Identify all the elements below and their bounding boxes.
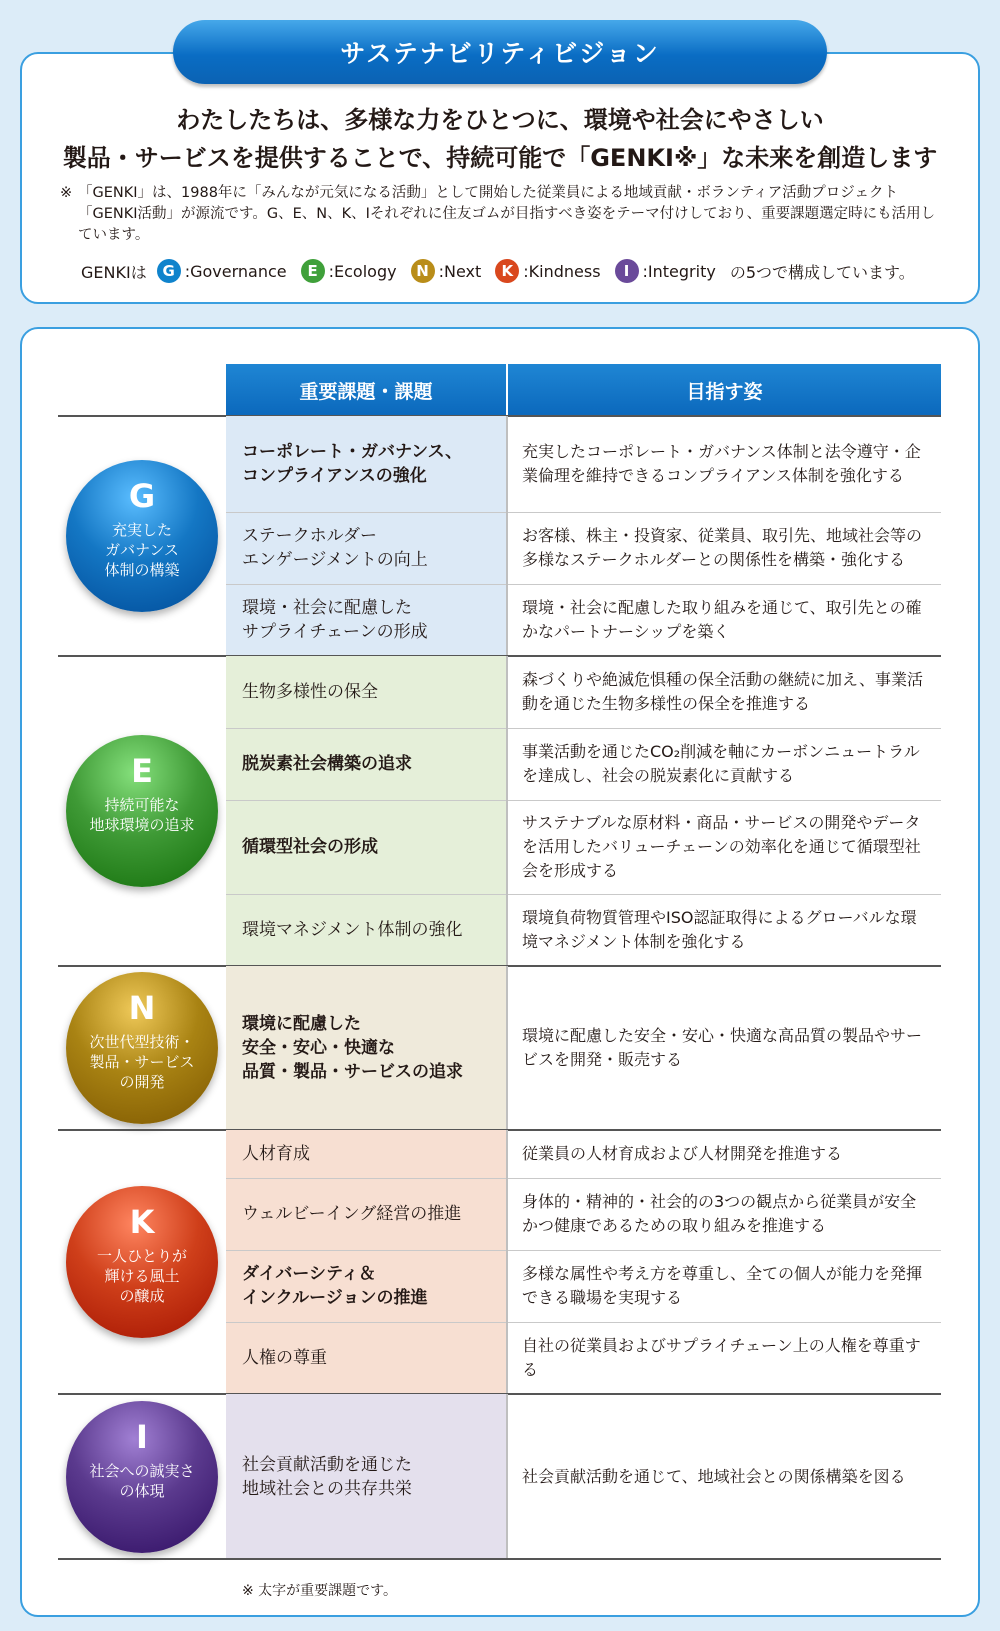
issue-text: ウェルビーイング経営の推進 <box>242 1204 462 1224</box>
orb-g <box>66 460 218 612</box>
genki-item-i <box>615 259 716 283</box>
orb-label: 持続可能な 地球環境の追求 <box>89 796 195 834</box>
goal-text: 社会貢献活動を通じて、地域社会との関係構築を図る <box>522 1466 906 1486</box>
issue-cell <box>226 584 506 656</box>
issue-cell <box>226 1178 506 1250</box>
column-divider <box>506 416 508 656</box>
vision-title: サステナビリティビジョン <box>173 20 827 84</box>
goal-text: お客様、株主・投資家、従業員、取引先、地域社会等の多様なステークホルダーとの関係性を構築・強化する <box>522 526 923 569</box>
genki-note-text: 「GENKI」は、1988年に「みんなが元気になる活動」として開始した従業員による地域貢献・ボランティア活動プロジェクト「GENKI活動」が源流です。G、E、N、K、Iそれぞれに住友ゴムが目指すべき姿をテーマ付けしており、重要課題選定時にも活用しています。 <box>78 185 936 243</box>
genki-badge-k: K <box>495 259 519 283</box>
goal-text: 事業活動を通じたCO₂削減を軸にカーボンニュートラルを達成し、社会の脱炭素化に貢献する <box>522 742 920 785</box>
genki-item-k <box>495 259 600 283</box>
goal-text: 環境に配慮した安全・安心・快適な高品質の製品やサービスを開発・販売する <box>522 1026 923 1069</box>
goal-cell <box>508 1130 941 1178</box>
column-divider <box>506 1130 508 1394</box>
orb-k <box>66 1186 218 1338</box>
orb-letter: N <box>128 989 156 1027</box>
header-goal: 目指す姿 <box>508 364 941 416</box>
issue-cell <box>226 894 506 966</box>
orb-label: 社会への誠実さ の体現 <box>89 1462 195 1500</box>
goal-cell <box>508 1178 941 1250</box>
genki-suffix: の5つで構成しています。 <box>729 262 915 282</box>
column-divider <box>506 1394 508 1559</box>
goal-cell <box>508 894 941 966</box>
issue-text: コーポレート・ガバナンス、 コンプライアンスの強化 <box>242 442 463 486</box>
orb-n <box>66 972 218 1124</box>
orb-letter: G <box>128 477 156 515</box>
issue-text: ステークホルダー エンゲージメントの向上 <box>242 526 428 570</box>
issue-cell <box>226 1130 506 1178</box>
genki-item-label: :Kindness <box>523 261 601 281</box>
row-divider <box>226 800 941 801</box>
goal-text: 森づくりや絶滅危惧種の保全活動の継続に加え、事業活動を通じた生物多様性の保全を推進する <box>522 670 923 713</box>
row-divider <box>226 1250 941 1251</box>
issue-cell <box>226 1250 506 1322</box>
column-divider <box>506 656 508 966</box>
column-divider <box>506 966 508 1130</box>
goal-cell <box>508 1322 941 1394</box>
goal-cell <box>508 584 941 656</box>
goal-cell <box>508 416 941 512</box>
genki-badge-n: N <box>411 259 435 283</box>
genki-item-n <box>411 259 482 283</box>
issue-cell <box>226 416 506 512</box>
genki-item-label: :Next <box>438 261 482 281</box>
genki-badge-g: G <box>157 259 181 283</box>
genki-prefix: GENKIは <box>81 262 147 282</box>
orb-e <box>66 735 218 887</box>
genki-item-e <box>301 259 397 283</box>
goal-text: 充実したコーポレート・ガバナンス体制と法令遵守・企業倫理を維持できるコンプライアンス体制を強化する <box>522 442 921 485</box>
table-footnote: ※ 太字が重要課題です。 <box>242 1583 398 1599</box>
note-mark: ※ <box>60 185 73 201</box>
orb-letter: K <box>129 1203 155 1241</box>
goal-text: 多様な属性や考え方を尊重し、全ての個人が能力を発揮できる職場を実現する <box>522 1264 923 1307</box>
issue-cell <box>226 656 506 728</box>
issue-text: 生物多様性の保全 <box>242 682 378 702</box>
issue-text: 環境・社会に配慮した サプライチェーンの形成 <box>242 598 428 642</box>
genki-item-label: :Governance <box>184 261 287 281</box>
issue-text: 人権の尊重 <box>242 1348 327 1368</box>
row-divider <box>226 728 941 729</box>
goal-text: 自社の従業員およびサプライチェーン上の人権を尊重する <box>522 1336 921 1379</box>
genki-badge-i: I <box>615 259 639 283</box>
issue-text: 脱炭素社会構築の追求 <box>242 754 412 774</box>
vision-statement-line-1: わたしたちは、多様な力をひとつに、環境や社会にやさしい <box>176 106 824 134</box>
goal-text: 環境負荷物質管理やISO認証取得によるグローバルな環境マネジメント体制を強化する <box>522 908 917 951</box>
orb-i <box>66 1401 218 1553</box>
genki-item-g <box>157 259 287 283</box>
goal-cell <box>508 1394 941 1559</box>
issue-text: 人材育成 <box>242 1144 310 1164</box>
row-divider <box>226 584 941 585</box>
orb-label: 次世代型技術・ 製品・サービス の開発 <box>89 1033 195 1091</box>
orb-label: 充実した ガバナンス 体制の構築 <box>104 521 180 579</box>
issue-cell <box>226 966 506 1130</box>
table-bottom-line <box>58 1558 941 1560</box>
genki-note <box>60 183 944 246</box>
header-issue: 重要課題・課題 <box>226 364 506 416</box>
row-divider <box>226 1178 941 1179</box>
goal-cell <box>508 656 941 728</box>
issue-text: ダイバーシティ＆ インクルージョンの推進 <box>242 1264 428 1308</box>
goal-cell <box>508 728 941 800</box>
issue-cell <box>226 1322 506 1394</box>
orb-label: 一人ひとりが 輝ける風土 の醸成 <box>96 1247 187 1305</box>
goal-cell <box>508 966 941 1130</box>
issue-cell <box>226 1394 506 1559</box>
issue-cell <box>226 800 506 894</box>
goal-text: 身体的・精神的・社会的の3つの観点から従業員が安全かつ健康であるための取り組みを推進する <box>522 1192 917 1235</box>
issue-cell <box>226 728 506 800</box>
genki-item-label: :Integrity <box>642 261 716 281</box>
orb-letter: E <box>131 752 153 790</box>
issue-text: 環境マネジメント体制の強化 <box>242 920 463 940</box>
row-divider <box>226 1322 941 1323</box>
row-divider <box>226 894 941 895</box>
genki-legend <box>81 258 915 284</box>
goal-cell <box>508 1250 941 1322</box>
issue-cell <box>226 512 506 584</box>
orb-letter: I <box>136 1418 148 1456</box>
issue-text: 環境に配慮した 安全・安心・快適な 品質・製品・サービスの追求 <box>242 1014 463 1082</box>
genki-badge-e: E <box>301 259 325 283</box>
genki-item-label: :Ecology <box>328 261 397 281</box>
issue-text: 社会貢献活動を通じた 地域社会との共存共栄 <box>242 1454 412 1499</box>
goal-cell <box>508 800 941 894</box>
goal-text: 従業員の人材育成および人材開発を推進する <box>522 1144 843 1163</box>
goal-text: サステナブルな原材料・商品・サービスの開発やデータを活用したバリューチェーンの効率化を通じて循環型社会を形成する <box>522 813 921 880</box>
goal-text: 環境・社会に配慮した取り組みを通じて、取引先との確かなパートナーシップを築く <box>522 598 922 641</box>
row-divider <box>226 512 941 513</box>
issue-text: 循環型社会の形成 <box>242 837 378 857</box>
vision-statement-line-2: 製品・サービスを提供することで、持続可能で「GENKI※」な未来を創造します <box>62 144 938 172</box>
goal-cell <box>508 512 941 584</box>
